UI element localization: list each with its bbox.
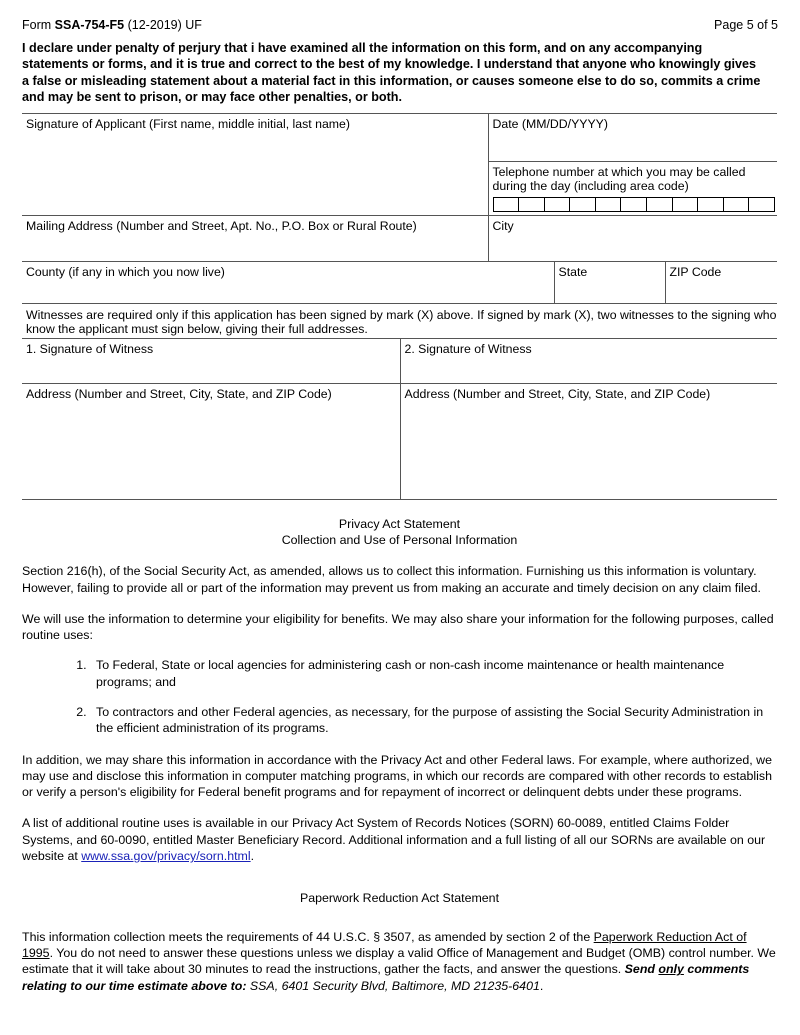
paperwork-act-segment-8: .: [539, 978, 544, 993]
witness-signature-row: [22, 338, 777, 383]
field-witness-1-signature[interactable]: [22, 338, 400, 383]
paperwork-act-heading-block: [22, 890, 777, 906]
field-signature-of-applicant[interactable]: [22, 113, 488, 215]
witness-instruction-text: Witnesses are required only if this application has been signed by mark (X) above. If signed by mark (X), two witnesses to the signing who know the applicant must sign below, giving their full addresses.: [26, 307, 777, 336]
paperwork-act-heading: Paperwork Reduction Act Statement: [299, 891, 500, 906]
state-label: State: [558, 264, 588, 279]
page-number: Page 5 of 5: [714, 18, 778, 32]
field-telephone[interactable]: [488, 161, 777, 215]
county-label: County (if any in which you now live): [26, 264, 225, 279]
field-witness-2-signature[interactable]: [400, 338, 777, 383]
telephone-digit-box[interactable]: [544, 197, 570, 212]
telephone-label: Telephone number at which you may be called during the day (including area code): [492, 164, 746, 193]
comments-notice-bold-b: comments relating to our time estimate above to:: [22, 962, 750, 993]
applicant-signature-table: [22, 113, 777, 304]
telephone-digit-box[interactable]: [646, 197, 672, 212]
sorn-website-link[interactable]: www.ssa.gov/privacy/sorn.html: [81, 849, 251, 864]
paperwork-act-segment-3: . You do not need to answer these questions unless we display a valid Office of Management and Budget (OMB) control number. We estimate that it will take about 30 minutes to read the instructions, gather the facts, and answer the questions.: [22, 945, 776, 977]
witness-1-address-label: Address (Number and Street, City, State, and ZIP Code): [26, 386, 332, 401]
paperwork-act-segment-1: This information collection meets the requirements of 44 U.S.C. § 3507, as amended by section 2 of the: [22, 929, 594, 944]
list-item: 2. To contractors and other Federal agencies, as necessary, for the purpose of assisting the Social Security Administration in the efficient administration of its programs.: [90, 704, 777, 737]
field-city[interactable]: [488, 215, 777, 261]
paperwork-act-paragraph: [22, 929, 777, 994]
privacy-act-heading-line-1: Privacy Act Statement: [338, 516, 461, 531]
date-label: Date (MM/DD/YYYY): [492, 116, 608, 131]
comments-notice-only-emphasis: only: [658, 962, 684, 977]
paperwork-reduction-section: [22, 890, 777, 993]
witness-2-address-label: Address (Number and Street, City, State, and ZIP Code): [404, 386, 711, 401]
telephone-digit-box[interactable]: [569, 197, 595, 212]
table-row-county-state-zip: [22, 261, 777, 303]
privacy-act-paragraph-4-period: .: [250, 849, 255, 864]
form-number: SSA-754-F5: [54, 18, 125, 32]
table-row-signature-date: [22, 113, 777, 161]
document-header: [22, 18, 778, 33]
telephone-digit-box[interactable]: [748, 197, 775, 212]
city-label: City: [492, 218, 514, 233]
privacy-act-heading-line-2: Collection and Use of Personal Information: [281, 532, 518, 547]
telephone-digit-box[interactable]: [493, 197, 519, 212]
telephone-digit-box[interactable]: [518, 197, 544, 212]
field-state[interactable]: [554, 261, 665, 303]
witness-1-signature-label: 1. Signature of Witness: [26, 341, 154, 356]
routine-uses-list: [22, 657, 777, 736]
privacy-act-paragraph-3: In addition, we may share this information in accordance with the Privacy Act and other Federal laws. For example, where authorized, we may use and disclose this information in computer matching programs, in which our records are compared with other records to establish or verify a person's eligibility for Federal benefit programs and for repayment of incorrect or delinquent debts under these programs.: [22, 752, 773, 800]
privacy-act-section: [22, 516, 777, 865]
field-zip-code[interactable]: [665, 261, 777, 303]
witness-address-row: [22, 383, 777, 499]
telephone-digit-box[interactable]: [697, 197, 723, 212]
field-witness-2-address[interactable]: [400, 383, 777, 499]
telephone-digit-box[interactable]: [620, 197, 646, 212]
form-prefix-label: Form: [22, 18, 55, 32]
field-county[interactable]: [22, 261, 554, 303]
witness-2-signature-label: 2. Signature of Witness: [404, 341, 532, 356]
form-identifier: [22, 18, 202, 33]
witness-instruction-row: [22, 304, 777, 339]
field-date[interactable]: [488, 113, 777, 161]
telephone-digit-box[interactable]: [595, 197, 621, 212]
field-witness-1-address[interactable]: [22, 383, 400, 499]
field-mailing-address[interactable]: [22, 215, 488, 261]
paperwork-reduction-act-citation: Paperwork Reduction Act of 1995: [22, 929, 747, 960]
privacy-act-paragraph-1: Section 216(h), of the Social Security Act, as amended, allows us to collect this information. Furnishing us this information is voluntary. However, failing to provide all or part of the information may prevent us from making an accurate and timely decision on any claim filed.: [22, 564, 761, 595]
signature-of-applicant-label: Signature of Applicant (First name, middle initial, last name): [26, 116, 350, 131]
declaration-text: I declare under penalty of perjury that i have examined all the information on this form, and on any accompanying statements or forms, and it is true and correct to the best of my knowledge. I understand that anyone who knowingly gives a false or misleading statement about a material fact in this information, or causes someone else to do so, commits a crime and may be sent to prison, or may face other penalties, or both.: [22, 41, 761, 105]
telephone-digit-box[interactable]: [723, 197, 749, 212]
form-revision-label: (12-2019) UF: [124, 18, 202, 32]
table-row-mailing-city: [22, 215, 777, 261]
comments-notice-bold-a: Send: [624, 962, 659, 977]
privacy-act-paragraph-4-text: A list of additional routine uses is available in our Privacy Act System of Records Notices (SORN) 60-0089, entitled Claims Folder Systems, and 60-0090, entitled Master Beneficiary Record. Additional information and a full listing of all our SORNs are available on our website at: [22, 816, 766, 864]
privacy-act-heading: [22, 516, 777, 549]
witness-table: [22, 304, 777, 500]
ssa-mailing-address: SSA, 6401 Security Blvd, Baltimore, MD 21235-6401: [246, 978, 540, 993]
list-item: 1. To Federal, State or local agencies for administering cash or non-cash income maintenance or health maintenance programs; and: [90, 657, 777, 690]
privacy-act-paragraph-4: [22, 815, 777, 864]
zip-code-label: ZIP Code: [669, 264, 722, 279]
mailing-address-label: Mailing Address (Number and Street, Apt. No., P.O. Box or Rural Route): [26, 218, 417, 233]
telephone-digit-box[interactable]: [672, 197, 698, 212]
privacy-act-paragraph-2: We will use the information to determine your eligibility for benefits. We may also share your information for the following purposes, called routine uses:: [22, 611, 774, 643]
telephone-box-grid[interactable]: [493, 197, 776, 212]
